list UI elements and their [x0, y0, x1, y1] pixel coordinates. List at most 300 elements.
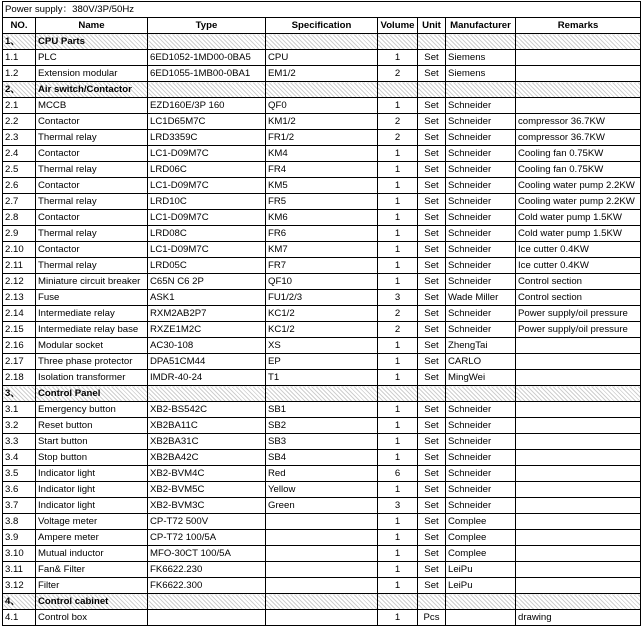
cell-unit: Set	[418, 514, 446, 530]
cell-type: 6ED1055-1MB00-0BA1	[148, 66, 266, 82]
cell-no: 1.2	[3, 66, 36, 82]
cell-manufacturer: Schneider	[446, 466, 516, 482]
cell-manufacturer: Schneider	[446, 258, 516, 274]
cell-name: Filter	[36, 578, 148, 594]
cell-unit: Set	[418, 402, 446, 418]
cell-no: 2.2	[3, 114, 36, 130]
cell-type: LC1-D09M7C	[148, 178, 266, 194]
cell-specification: FR4	[266, 162, 378, 178]
cell-manufacturer: Schneider	[446, 210, 516, 226]
cell-manufacturer: Schneider	[446, 482, 516, 498]
cell-specification: KC1/2	[266, 322, 378, 338]
header-manufacturer: Manufacturer	[446, 18, 516, 34]
table-row	[3, 274, 641, 290]
cell-volume: 1	[378, 370, 418, 386]
header-unit: Unit	[418, 18, 446, 34]
cell-remarks	[516, 530, 641, 546]
cell-manufacturer: Schneider	[446, 402, 516, 418]
cell-no: 2.12	[3, 274, 36, 290]
header-row	[3, 18, 641, 34]
cell-manufacturer: Schneider	[446, 114, 516, 130]
cell-no: 2.18	[3, 370, 36, 386]
cell-specification: KC1/2	[266, 306, 378, 322]
cell-no: 2.16	[3, 338, 36, 354]
cell-unit: Set	[418, 98, 446, 114]
section-empty-cell	[516, 34, 641, 50]
table-row	[3, 610, 641, 626]
cell-no: 3.11	[3, 562, 36, 578]
table-row	[3, 98, 641, 114]
cell-type: AC30-108	[148, 338, 266, 354]
cell-type: FK6622.230	[148, 562, 266, 578]
cell-type: RXM2AB2P7	[148, 306, 266, 322]
cell-specification: FR5	[266, 194, 378, 210]
cell-type: CP-T72 500V	[148, 514, 266, 530]
section-empty-cell	[378, 82, 418, 98]
cell-type: FK6622.300	[148, 578, 266, 594]
cell-type: LRD06C	[148, 162, 266, 178]
table-row	[3, 50, 641, 66]
cell-volume: 1	[378, 514, 418, 530]
table-row	[3, 242, 641, 258]
cell-no: 3.7	[3, 498, 36, 514]
table-row	[3, 194, 641, 210]
section-empty-cell	[446, 82, 516, 98]
cell-remarks	[516, 98, 641, 114]
cell-remarks: Cold water pump 1.5KW	[516, 226, 641, 242]
cell-no: 2.9	[3, 226, 36, 242]
section-empty-cell	[266, 594, 378, 610]
cell-volume: 1	[378, 242, 418, 258]
section-empty-cell	[446, 594, 516, 610]
cell-no: 2.15	[3, 322, 36, 338]
cell-volume: 1	[378, 226, 418, 242]
cell-volume: 1	[378, 162, 418, 178]
cell-remarks: Cooling water pump 2.2KW	[516, 194, 641, 210]
table-row	[3, 418, 641, 434]
cell-remarks: Power supply/oil pressure	[516, 322, 641, 338]
cell-name: Indicator light	[36, 466, 148, 482]
cell-manufacturer: Schneider	[446, 306, 516, 322]
cell-remarks	[516, 514, 641, 530]
cell-no: 3.4	[3, 450, 36, 466]
cell-specification: FR7	[266, 258, 378, 274]
cell-specification	[266, 578, 378, 594]
table-row	[3, 450, 641, 466]
cell-type: CP-T72 100/5A	[148, 530, 266, 546]
cell-unit: Set	[418, 114, 446, 130]
cell-type: EZD160E/3P 160	[148, 98, 266, 114]
cell-specification: KM6	[266, 210, 378, 226]
cell-no: 3.10	[3, 546, 36, 562]
table-row	[3, 482, 641, 498]
cell-volume: 1	[378, 578, 418, 594]
cell-unit: Set	[418, 418, 446, 434]
cell-specification: KM1/2	[266, 114, 378, 130]
table-row	[3, 530, 641, 546]
header-name: Name	[36, 18, 148, 34]
section-row	[3, 386, 641, 402]
cell-manufacturer: Schneider	[446, 498, 516, 514]
section-empty-cell	[516, 82, 641, 98]
cell-remarks	[516, 450, 641, 466]
cell-remarks: Cooling fan 0.75KW	[516, 146, 641, 162]
cell-volume: 1	[378, 530, 418, 546]
cell-specification: EP	[266, 354, 378, 370]
cell-remarks	[516, 466, 641, 482]
table-row	[3, 434, 641, 450]
section-empty-cell	[378, 594, 418, 610]
cell-volume: 2	[378, 306, 418, 322]
cell-volume: 1	[378, 434, 418, 450]
cell-remarks	[516, 434, 641, 450]
cell-remarks: compressor 36.7KW	[516, 130, 641, 146]
cell-type: XB2BA11C	[148, 418, 266, 434]
cell-name: Contactor	[36, 178, 148, 194]
cell-specification	[266, 610, 378, 626]
bill-of-materials-table	[2, 1, 641, 626]
cell-unit: Set	[418, 50, 446, 66]
cell-manufacturer: LeiPu	[446, 562, 516, 578]
cell-type: DPA51CM44	[148, 354, 266, 370]
cell-specification: SB3	[266, 434, 378, 450]
table-row	[3, 146, 641, 162]
table-row	[3, 210, 641, 226]
cell-unit: Set	[418, 546, 446, 562]
cell-unit: Set	[418, 530, 446, 546]
cell-name: Three phase protector	[36, 354, 148, 370]
cell-type: XB2BA31C	[148, 434, 266, 450]
cell-volume: 6	[378, 466, 418, 482]
cell-unit: Set	[418, 178, 446, 194]
table-row	[3, 370, 641, 386]
section-empty-cell	[516, 386, 641, 402]
table-row	[3, 114, 641, 130]
cell-remarks	[516, 546, 641, 562]
cell-manufacturer: Complee	[446, 530, 516, 546]
section-title: Air switch/Contactor	[36, 82, 148, 98]
table-row	[3, 498, 641, 514]
cell-manufacturer: LeiPu	[446, 578, 516, 594]
section-empty-cell	[378, 34, 418, 50]
section-empty-cell	[148, 82, 266, 98]
cell-specification: XS	[266, 338, 378, 354]
cell-specification: CPU	[266, 50, 378, 66]
table-row	[3, 162, 641, 178]
cell-manufacturer: Siemens	[446, 50, 516, 66]
cell-remarks: Cooling fan 0.75KW	[516, 162, 641, 178]
cell-unit: Set	[418, 434, 446, 450]
cell-volume: 1	[378, 178, 418, 194]
cell-type	[148, 610, 266, 626]
cell-name: Contactor	[36, 242, 148, 258]
cell-specification: Green	[266, 498, 378, 514]
section-empty-cell	[418, 594, 446, 610]
cell-type: 6ED1052-1MD00-0BA5	[148, 50, 266, 66]
table-row	[3, 290, 641, 306]
cell-volume: 1	[378, 194, 418, 210]
cell-manufacturer	[446, 610, 516, 626]
cell-volume: 1	[378, 210, 418, 226]
cell-no: 2.11	[3, 258, 36, 274]
section-empty-cell	[418, 82, 446, 98]
cell-remarks	[516, 338, 641, 354]
cell-no: 2.17	[3, 354, 36, 370]
cell-volume: 1	[378, 258, 418, 274]
cell-no: 3.12	[3, 578, 36, 594]
cell-remarks: drawing	[516, 610, 641, 626]
cell-manufacturer: Schneider	[446, 178, 516, 194]
cell-volume: 1	[378, 354, 418, 370]
cell-no: 2.7	[3, 194, 36, 210]
cell-no: 2.4	[3, 146, 36, 162]
cell-remarks	[516, 354, 641, 370]
cell-specification: FR1/2	[266, 130, 378, 146]
cell-name: Thermal relay	[36, 130, 148, 146]
section-number: 2、	[3, 82, 36, 98]
cell-specification: KM4	[266, 146, 378, 162]
cell-type: LC1D65M7C	[148, 114, 266, 130]
section-number: 1、	[3, 34, 36, 50]
cell-specification: SB2	[266, 418, 378, 434]
cell-manufacturer: Schneider	[446, 434, 516, 450]
cell-unit: Set	[418, 466, 446, 482]
cell-no: 2.3	[3, 130, 36, 146]
cell-volume: 1	[378, 50, 418, 66]
cell-manufacturer: Schneider	[446, 450, 516, 466]
section-number: 3、	[3, 386, 36, 402]
cell-remarks: Control section	[516, 290, 641, 306]
cell-name: Indicator light	[36, 498, 148, 514]
cell-unit: Set	[418, 162, 446, 178]
power-supply-row	[3, 2, 641, 18]
cell-name: PLC	[36, 50, 148, 66]
table-row	[3, 578, 641, 594]
cell-name: Ampere meter	[36, 530, 148, 546]
cell-manufacturer: Siemens	[446, 66, 516, 82]
section-empty-cell	[148, 34, 266, 50]
cell-unit: Set	[418, 290, 446, 306]
cell-unit: Set	[418, 210, 446, 226]
cell-manufacturer: Wade Miller	[446, 290, 516, 306]
section-empty-cell	[446, 34, 516, 50]
cell-remarks: Ice cutter 0.4KW	[516, 242, 641, 258]
cell-no: 3.1	[3, 402, 36, 418]
header-no: NO.	[3, 18, 36, 34]
cell-manufacturer: MingWei	[446, 370, 516, 386]
cell-name: Thermal relay	[36, 226, 148, 242]
table-body	[3, 34, 641, 626]
cell-name: Stop button	[36, 450, 148, 466]
table-row	[3, 66, 641, 82]
cell-type: LC1-D09M7C	[148, 210, 266, 226]
cell-unit: Set	[418, 306, 446, 322]
table-row	[3, 226, 641, 242]
cell-type: LRD3359C	[148, 130, 266, 146]
cell-unit: Set	[418, 450, 446, 466]
table-row	[3, 402, 641, 418]
section-empty-cell	[266, 34, 378, 50]
cell-unit: Set	[418, 562, 446, 578]
cell-specification	[266, 546, 378, 562]
cell-unit: Set	[418, 370, 446, 386]
cell-type: XB2-BS542C	[148, 402, 266, 418]
cell-volume: 3	[378, 498, 418, 514]
cell-no: 2.1	[3, 98, 36, 114]
cell-name: Contactor	[36, 146, 148, 162]
cell-specification: FU1/2/3	[266, 290, 378, 306]
cell-type: LRD05C	[148, 258, 266, 274]
cell-remarks: Cooling water pump 2.2KW	[516, 178, 641, 194]
cell-manufacturer: Schneider	[446, 146, 516, 162]
cell-volume: 1	[378, 450, 418, 466]
cell-unit: Set	[418, 226, 446, 242]
cell-no: 2.5	[3, 162, 36, 178]
section-number: 4、	[3, 594, 36, 610]
cell-no: 3.6	[3, 482, 36, 498]
cell-remarks	[516, 66, 641, 82]
cell-name: Mutual inductor	[36, 546, 148, 562]
cell-manufacturer: Complee	[446, 514, 516, 530]
table-row	[3, 130, 641, 146]
cell-specification	[266, 562, 378, 578]
cell-type: XB2-BVM3C	[148, 498, 266, 514]
cell-unit: Set	[418, 482, 446, 498]
cell-specification: QF0	[266, 98, 378, 114]
table-row	[3, 306, 641, 322]
cell-unit: Set	[418, 354, 446, 370]
cell-manufacturer: Schneider	[446, 322, 516, 338]
cell-no: 3.2	[3, 418, 36, 434]
cell-remarks	[516, 578, 641, 594]
cell-no: 3.3	[3, 434, 36, 450]
cell-remarks	[516, 482, 641, 498]
header-remarks: Remarks	[516, 18, 641, 34]
cell-unit: Set	[418, 146, 446, 162]
cell-volume: 1	[378, 146, 418, 162]
cell-specification: KM7	[266, 242, 378, 258]
cell-volume: 1	[378, 482, 418, 498]
cell-remarks	[516, 370, 641, 386]
cell-volume: 2	[378, 66, 418, 82]
cell-volume: 1	[378, 98, 418, 114]
cell-name: Miniature circuit breaker	[36, 274, 148, 290]
cell-type: LC1-D09M7C	[148, 146, 266, 162]
cell-specification: Yellow	[266, 482, 378, 498]
cell-specification: QF10	[266, 274, 378, 290]
section-row	[3, 82, 641, 98]
cell-name: Start button	[36, 434, 148, 450]
cell-manufacturer: CARLO	[446, 354, 516, 370]
cell-manufacturer: ZhengTai	[446, 338, 516, 354]
cell-volume: 1	[378, 274, 418, 290]
header-specification: Specification	[266, 18, 378, 34]
table-row	[3, 178, 641, 194]
cell-specification: EM1/2	[266, 66, 378, 82]
cell-type: XB2-BVM5C	[148, 482, 266, 498]
cell-type: C65N C6 2P	[148, 274, 266, 290]
cell-volume: 2	[378, 114, 418, 130]
cell-name: Emergency button	[36, 402, 148, 418]
section-empty-cell	[378, 386, 418, 402]
header-volume: Volume	[378, 18, 418, 34]
cell-volume: 1	[378, 562, 418, 578]
cell-remarks	[516, 418, 641, 434]
header-type: Type	[148, 18, 266, 34]
cell-remarks	[516, 402, 641, 418]
cell-type: XB2BA42C	[148, 450, 266, 466]
cell-volume: 1	[378, 546, 418, 562]
cell-remarks	[516, 50, 641, 66]
cell-name: Control box	[36, 610, 148, 626]
table-row	[3, 354, 641, 370]
section-empty-cell	[418, 34, 446, 50]
cell-no: 3.8	[3, 514, 36, 530]
section-row	[3, 34, 641, 50]
section-row	[3, 594, 641, 610]
cell-manufacturer: Schneider	[446, 194, 516, 210]
cell-volume: 1	[378, 610, 418, 626]
cell-name: Contactor	[36, 210, 148, 226]
cell-manufacturer: Schneider	[446, 130, 516, 146]
cell-volume: 3	[378, 290, 418, 306]
cell-specification: T1	[266, 370, 378, 386]
cell-name: Indicator light	[36, 482, 148, 498]
cell-name: Fan& Filter	[36, 562, 148, 578]
cell-volume: 2	[378, 130, 418, 146]
cell-no: 3.9	[3, 530, 36, 546]
cell-unit: Set	[418, 274, 446, 290]
cell-specification: FR6	[266, 226, 378, 242]
cell-manufacturer: Schneider	[446, 162, 516, 178]
table-row	[3, 546, 641, 562]
cell-remarks: Power supply/oil pressure	[516, 306, 641, 322]
cell-no: 3.5	[3, 466, 36, 482]
cell-manufacturer: Schneider	[446, 226, 516, 242]
cell-volume: 1	[378, 338, 418, 354]
cell-unit: Set	[418, 338, 446, 354]
cell-name: Intermediate relay base	[36, 322, 148, 338]
cell-name: Thermal relay	[36, 162, 148, 178]
cell-name: Extension modular	[36, 66, 148, 82]
cell-name: Modular socket	[36, 338, 148, 354]
cell-no: 1.1	[3, 50, 36, 66]
cell-type: ASK1	[148, 290, 266, 306]
cell-type: XB2-BVM4C	[148, 466, 266, 482]
cell-name: Intermediate relay	[36, 306, 148, 322]
section-empty-cell	[266, 386, 378, 402]
cell-specification: KM5	[266, 178, 378, 194]
cell-unit: Set	[418, 66, 446, 82]
section-empty-cell	[446, 386, 516, 402]
cell-name: MCCB	[36, 98, 148, 114]
table-row	[3, 514, 641, 530]
cell-specification: SB1	[266, 402, 378, 418]
cell-no: 4.1	[3, 610, 36, 626]
section-empty-cell	[148, 594, 266, 610]
table-row	[3, 322, 641, 338]
cell-remarks: Cold water pump 1.5KW	[516, 210, 641, 226]
section-empty-cell	[148, 386, 266, 402]
cell-volume: 1	[378, 418, 418, 434]
cell-type: LRD10C	[148, 194, 266, 210]
cell-specification	[266, 530, 378, 546]
cell-specification	[266, 514, 378, 530]
cell-remarks: compressor 36.7KW	[516, 114, 641, 130]
cell-remarks	[516, 498, 641, 514]
table-row	[3, 258, 641, 274]
cell-unit: Set	[418, 130, 446, 146]
